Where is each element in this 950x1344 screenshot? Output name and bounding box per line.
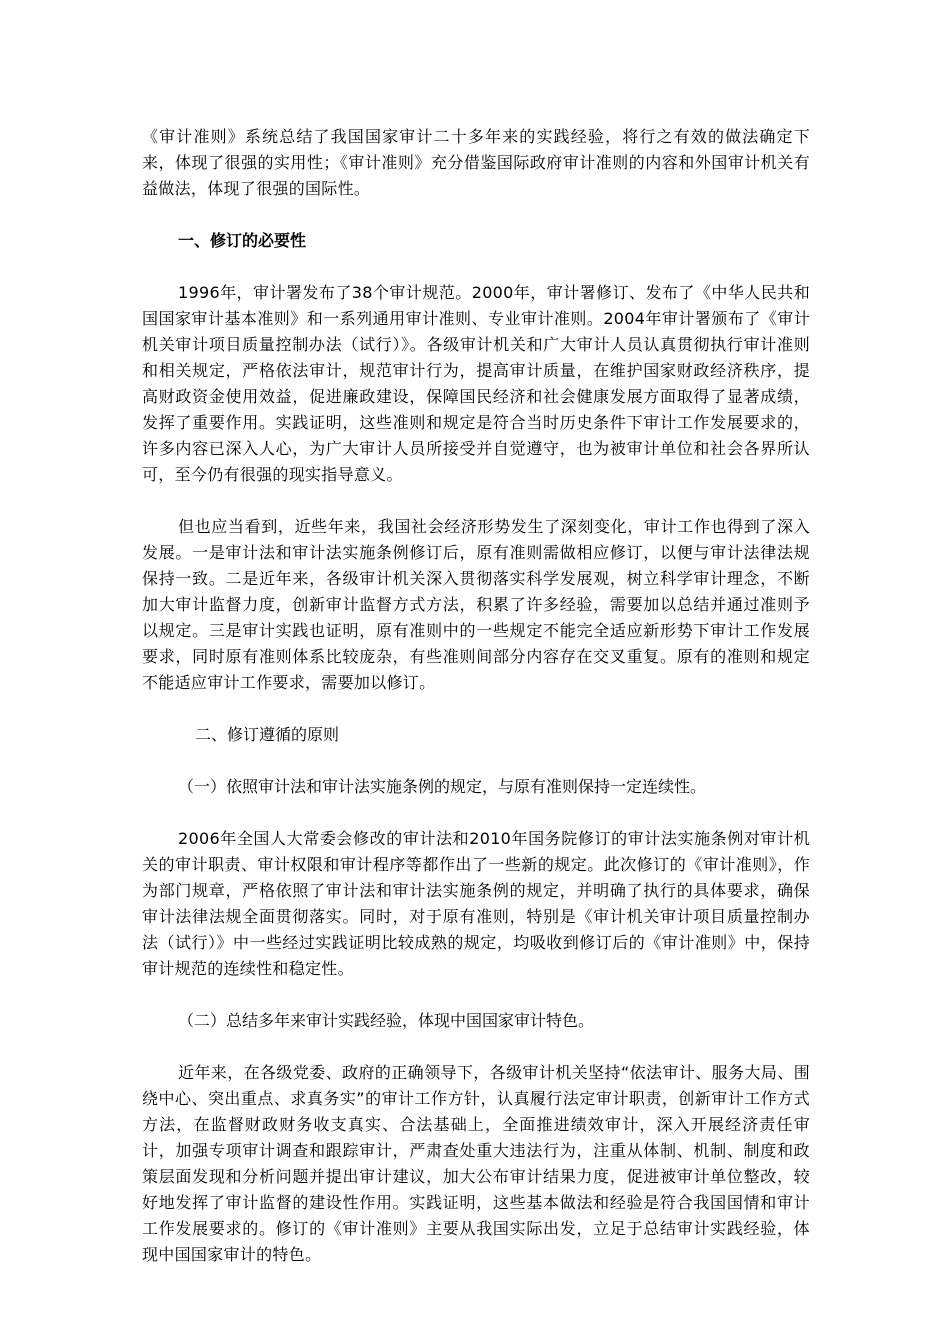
paragraph-principle-2: 近年来，在各级党委、政府的正确领导下，各级审计机关坚持“依法审计、服务大局、围绕中心、突出重点、求真务实”的审计工作方针，认真履行法定审计职责，创新审计工作方式方法，在监督财政财务收支真实、合法基础上，全面推进绩效审计，深入开展经济责任审计，加强专项审计调查和跟踪审计，严肃查处重大违法行为，注重从体制、机制、制度和政策层面发现和分析问题并提出审计建议，加大公布审计结果力度，促进被审计单位整改，较好地发挥了审计监督的建设性作用。实践证明，这些基本做法和经验是符合我国国情和审计工作发展要求的。修订的《审计准则》主要从我国实际出发，立足于总结审计实践经验，体现中国国家审计的特色。 — [142, 1063, 810, 1264]
subheading-principle-1: （一）依照审计法和审计法实施条例的规定，与原有准则保持一定连续性。 — [178, 777, 707, 796]
paragraph-changes: 但也应当看到，近些年来，我国社会经济形势发生了深刻变化，审计工作也得到了深入发展。一是审计法和审计法实施条例修订后，原有准则需做相应修订，以便与审计法律法规保持一致。二是近年来，各级审计机关深入贯彻落实科学发展观，树立科学审计理念，不断加大审计监督力度，创新审计监督方式方法，积累了许多经验，需要加以总结并通过准则予以规定。三是审计实践也证明，原有准则中的一些规定不能完全适应新形势下审计工作发展要求，同时原有准则体系比较庞杂，有些准则间部分内容存在交叉重复。原有的准则和规定不能适应审计工作要求，需要加以修订。 — [142, 517, 810, 692]
section-heading-necessity: 一、修订的必要性 — [178, 231, 307, 250]
subheading-principle-2: （二）总结多年来审计实践经验，体现中国国家审计特色。 — [178, 1011, 595, 1030]
document-body — [142, 124, 810, 1268]
section-heading-principles: 二、修订遵循的原则 — [195, 725, 340, 744]
paragraph-history: 1996年，审计署发布了38个审计规范。2000年，审计署修订、发布了《中华人民共和国国家审计基本准则》和一系列通用审计准则、专业审计准则。2004年审计署颁布了《审计机关审计项目质量控制办法（试行）》。各级审计机关和广大审计人员认真贯彻执行审计准则和相关规定，严格依法审计，规范审计行为，提高审计质量，在维护国家财政经济秩序，提高财政资金使用效益，促进廉政建设，保障国民经济和社会健康发展方面取得了显著成绩，发挥了重要作用。实践证明，这些准则和规定是符合当时历史条件下审计工作发展要求的，许多内容已深入人心，为广大审计人员所接受并自觉遵守，也为被审计单位和社会各界所认可，至今仍有很强的现实指导意义。 — [142, 283, 810, 484]
intro-paragraph: 《审计准则》系统总结了我国国家审计二十多年来的实践经验，将行之有效的做法确定下来，体现了很强的实用性；《审计准则》充分借鉴国际政府审计准则的内容和外国审计机关有益做法，体现了很强的国际性。 — [142, 127, 810, 198]
paragraph-principle-1: 2006年全国人大常委会修改的审计法和2010年国务院修订的审计法实施条例对审计机关的审计职责、审计权限和审计程序等都作出了一些新的规定。此次修订的《审计准则》，作为部门规章，严格依照了审计法和审计法实施条例的规定，并明确了执行的具体要求，确保审计法律法规全面贯彻落实。同时，对于原有准则，特别是《审计机关审计项目质量控制办法（试行）》中一些经过实践证明比较成熟的规定，均吸收到修订后的《审计准则》中，保持审计规范的连续性和稳定性。 — [142, 829, 810, 978]
